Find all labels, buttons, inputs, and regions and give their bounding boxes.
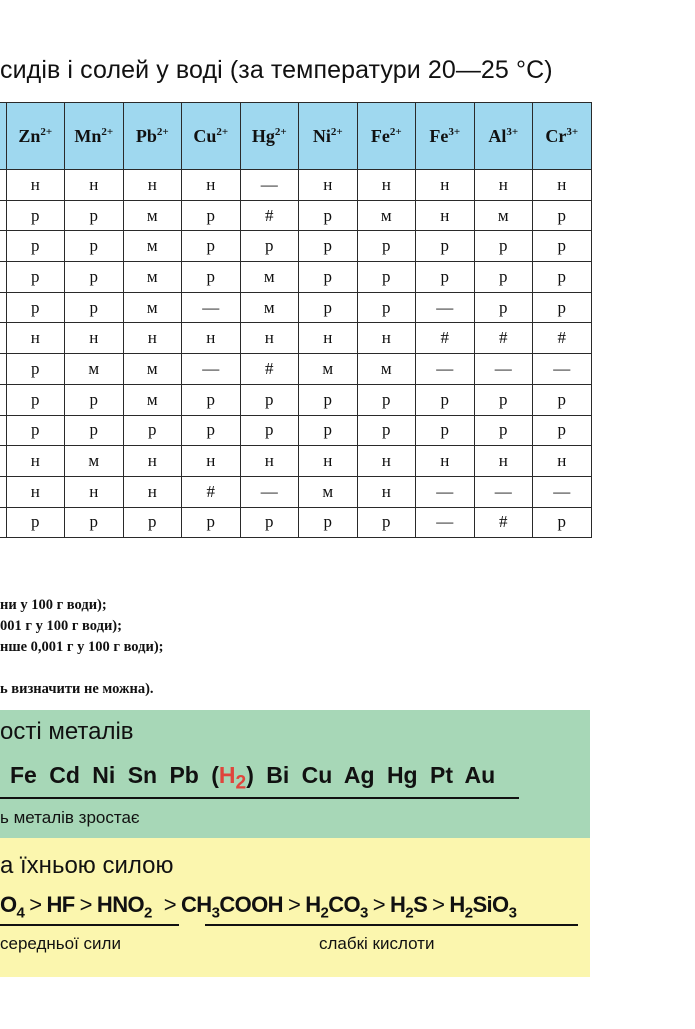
table-row [0, 507, 591, 538]
table-cell: р [6, 384, 65, 415]
table-cell: — [416, 354, 475, 385]
metal-symbol: Pb [169, 762, 199, 788]
table-cell: р [533, 415, 592, 446]
table-cell: н [357, 446, 416, 477]
table-cell: н [240, 446, 299, 477]
table-header-cell: $Mn^{2+}$ [65, 103, 124, 170]
table-cell: р [240, 507, 299, 538]
metals-note: ь металів зростає [0, 808, 140, 827]
acids-series: $O_4$ > HF > $HNO_2$ > $CH_3COOH > H_2CO_3 > H_2S > H_2SiO_3$ [0, 892, 517, 922]
table-cell: р [65, 200, 124, 231]
table-cell: н [416, 170, 475, 201]
table-cell: р [299, 231, 358, 262]
table-cell: р [182, 231, 241, 262]
table-cell: н [299, 170, 358, 201]
metal-symbol: Au [464, 762, 496, 788]
table-cell: — [416, 476, 475, 507]
metals-activity-box [0, 710, 590, 838]
acid-formula: $H_2SiO_3$ [449, 892, 517, 922]
legend-line: нше 0,001 г у 100 г води); [0, 639, 164, 655]
metal-symbol: Hg [386, 762, 418, 788]
table-cell: р [6, 292, 65, 323]
table-cell: р [416, 415, 475, 446]
table-cell: н [533, 446, 592, 477]
table-cell: р [416, 262, 475, 293]
table-header-cell: $Pb^{2+}$ [123, 103, 182, 170]
table-cell: р [182, 200, 241, 231]
table-header-row [0, 103, 591, 170]
table-cell: м [123, 262, 182, 293]
acid-formula: $O_4$ [0, 892, 25, 922]
table-cell: р [240, 384, 299, 415]
table-header-cell: $Zn^{2+}$ [6, 103, 65, 170]
table-cell: # [182, 476, 241, 507]
table-cell: р [533, 231, 592, 262]
table-header-cell: $Fe^{2+}$ [357, 103, 416, 170]
table-cell: н [182, 446, 241, 477]
table-cell: р [474, 231, 533, 262]
table-cell: р [123, 507, 182, 538]
table-cell: # [240, 200, 299, 231]
table-cell: м [65, 446, 124, 477]
table-header-cell: $Fe^{3+}$ [416, 103, 475, 170]
table-cell: м [123, 354, 182, 385]
table-cell: м [123, 231, 182, 262]
table-cell: м [65, 354, 124, 385]
table-cell: р [474, 384, 533, 415]
table-cell: р [299, 507, 358, 538]
table-cell: м [123, 292, 182, 323]
table-cell: р [533, 507, 592, 538]
table-cell: р [416, 384, 475, 415]
table-cell: р [357, 231, 416, 262]
table-cell: р [182, 384, 241, 415]
table-cell: — [182, 354, 241, 385]
table-cell: — [416, 292, 475, 323]
table-cell: р [182, 415, 241, 446]
acid-formula: HF [46, 892, 75, 917]
table-cell: р [6, 415, 65, 446]
table-cell: р [240, 415, 299, 446]
metal-symbol: Pt [430, 762, 453, 788]
legend-line: ни у 100 г води); [0, 597, 107, 613]
table-cell: н [416, 446, 475, 477]
table-cell: р [65, 415, 124, 446]
table-cell: н [123, 170, 182, 201]
acid-formula: $CH_3COOH$ [181, 892, 283, 922]
table-cell: н [65, 476, 124, 507]
metal-symbol: Cu [301, 762, 333, 788]
weak-acids-underline [205, 924, 578, 926]
metal-symbol: Cd [49, 762, 80, 788]
table-cell: — [533, 476, 592, 507]
table-cell: р [65, 292, 124, 323]
table-cell: м [299, 476, 358, 507]
table-cell: р [299, 292, 358, 323]
table-cell: м [123, 200, 182, 231]
table-cell: н [6, 323, 65, 354]
table-cell: р [299, 200, 358, 231]
legend-line: ь визначити не можна). [0, 681, 154, 697]
table-cell: м [357, 354, 416, 385]
table-cell: н [6, 446, 65, 477]
metal-symbol: Fe [10, 762, 37, 788]
table-cell: н [123, 446, 182, 477]
table-row [0, 323, 591, 354]
table-cell: р [6, 231, 65, 262]
table-cell: н [182, 323, 241, 354]
acid-formula: $H_2S$ [390, 892, 428, 922]
page-title: сидів і солей у воді (за температури 20—25 °С) [0, 56, 553, 84]
table-cell: н [65, 170, 124, 201]
table-cell: р [299, 384, 358, 415]
table-cell: р [357, 384, 416, 415]
table-row [0, 415, 591, 446]
table-cell: н [299, 323, 358, 354]
table-row [0, 384, 591, 415]
table-cell: р [474, 415, 533, 446]
weak-acids-note: слабкі кислоти [319, 934, 435, 953]
table-cell: р [299, 262, 358, 293]
table-row [0, 446, 591, 477]
table-cell: р [533, 200, 592, 231]
table-cell: н [182, 170, 241, 201]
table-cell: м [123, 384, 182, 415]
table-row [0, 200, 591, 231]
table-cell: м [240, 262, 299, 293]
table-cell: р [240, 231, 299, 262]
metals-underline [0, 797, 519, 799]
metal-symbol: Bi [266, 762, 290, 788]
table-cell: — [240, 170, 299, 201]
solubility-table [0, 102, 592, 538]
table-cell: # [474, 507, 533, 538]
table-cell: р [416, 231, 475, 262]
acids-strength-box [0, 838, 590, 977]
table-cell: м [240, 292, 299, 323]
table-cell: р [6, 200, 65, 231]
table-cell: м [299, 354, 358, 385]
legend-line: 001 г у 100 г води); [0, 618, 122, 634]
table-cell: н [357, 476, 416, 507]
table-cell: — [240, 476, 299, 507]
medium-acids-note: середньої сили [0, 934, 121, 953]
table-cell: р [299, 415, 358, 446]
table-cell: р [6, 354, 65, 385]
table-cell: н [357, 323, 416, 354]
table-header-cell: $Al^{3+}$ [474, 103, 533, 170]
table-cell: # [416, 323, 475, 354]
table-cell: — [474, 354, 533, 385]
table-cell: р [65, 507, 124, 538]
table-cell: р [357, 292, 416, 323]
acids-box-title: а їхньою силою [0, 852, 174, 879]
metals-series [10, 762, 501, 795]
table-cell: # [474, 323, 533, 354]
table-row [0, 231, 591, 262]
table-cell: р [65, 231, 124, 262]
table-cell: н [6, 476, 65, 507]
table-cell: р [357, 507, 416, 538]
table-cell: н [123, 323, 182, 354]
table-cell: # [533, 323, 592, 354]
table-cell: р [123, 415, 182, 446]
table-cell: р [474, 262, 533, 293]
table-row [0, 292, 591, 323]
table-cell: р [533, 292, 592, 323]
metal-symbol: Ag [343, 762, 375, 788]
table-cell: н [6, 170, 65, 201]
acid-formula: $H_2CO_3$ [305, 892, 368, 922]
table-cell: р [357, 415, 416, 446]
table-cell: р [6, 507, 65, 538]
table-cell: р [6, 262, 65, 293]
metal-symbol: Ni [92, 762, 116, 788]
table-cell: н [65, 323, 124, 354]
table-row [0, 476, 591, 507]
acid-formula: $HNO_2$ [96, 892, 152, 922]
table-body [0, 170, 591, 538]
table-header-cell: $Hg^{2+}$ [240, 103, 299, 170]
table-cell: — [416, 507, 475, 538]
metals-box-title: ості металів [0, 718, 134, 745]
table-cell: н [474, 446, 533, 477]
table-cell: р [357, 262, 416, 293]
table-cell: р [533, 384, 592, 415]
hydrogen-symbol: $(H_2)$ [211, 762, 254, 794]
table-cell: # [240, 354, 299, 385]
table-cell: н [123, 476, 182, 507]
table-cell: н [240, 323, 299, 354]
table-cell: р [182, 507, 241, 538]
table-row [0, 262, 591, 293]
table-header-cell: $Cr^{3+}$ [533, 103, 592, 170]
table-cell: — [533, 354, 592, 385]
table-cell: м [474, 200, 533, 231]
table-cell: р [533, 262, 592, 293]
table-header-cell: $Ni^{2+}$ [299, 103, 358, 170]
table-cell: — [474, 476, 533, 507]
table-cell: р [474, 292, 533, 323]
table-cell: н [299, 446, 358, 477]
table-cell: р [182, 262, 241, 293]
table-cell: р [65, 384, 124, 415]
table-cell: н [474, 170, 533, 201]
table-cell: н [416, 200, 475, 231]
table-cell: н [533, 170, 592, 201]
metal-symbol: Sn [127, 762, 158, 788]
table-row [0, 354, 591, 385]
table-header-cell: $Cu^{2+}$ [182, 103, 241, 170]
table-cell: — [182, 292, 241, 323]
medium-acids-underline [0, 924, 179, 926]
table-row [0, 170, 591, 201]
table-cell: н [357, 170, 416, 201]
table-cell: р [65, 262, 124, 293]
table-cell: м [357, 200, 416, 231]
